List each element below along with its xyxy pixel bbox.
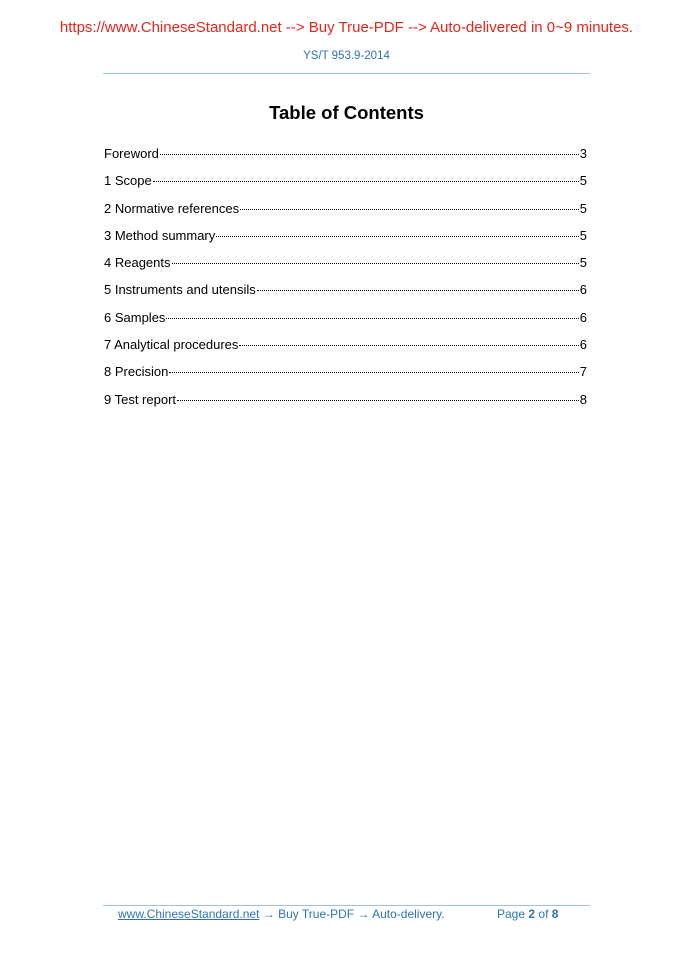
table-of-contents [104, 145, 587, 418]
toc-entry-page: 6 [579, 337, 587, 353]
toc-entry-label: 7 Analytical procedures [104, 337, 239, 353]
page-indicator [497, 907, 558, 921]
footer-site-link[interactable]: www.ChineseStandard.net [118, 907, 260, 921]
header-divider [103, 73, 590, 74]
toc-dot-leader [257, 290, 579, 291]
footer-promo [118, 907, 445, 921]
toc-entry-label: 5 Instruments and utensils [104, 282, 256, 298]
toc-entry-page: 5 [579, 227, 587, 243]
toc-entry-page: 8 [579, 391, 587, 407]
footer-divider [103, 905, 590, 906]
toc-dot-leader [153, 181, 579, 182]
toc-entry-page: 6 [579, 282, 587, 298]
toc-dot-leader [239, 345, 578, 346]
toc-entry-reagents[interactable] [104, 254, 587, 281]
toc-entry-page: 5 [579, 255, 587, 271]
toc-dot-leader [240, 209, 579, 210]
toc-entry-scope[interactable] [104, 172, 587, 199]
promo-banner[interactable]: https://www.ChineseStandard.net --> Buy True-PDF --> Auto-delivered in 0~9 minutes. [59, 19, 634, 36]
toc-entry-page: 5 [579, 173, 587, 189]
toc-entry-test-report[interactable] [104, 391, 587, 418]
toc-dot-leader [172, 263, 579, 264]
toc-entry-foreword[interactable] [104, 145, 587, 172]
toc-entry-analytical-procedures[interactable] [104, 336, 587, 363]
toc-entry-label: 8 Precision [104, 364, 169, 380]
toc-dot-leader [177, 400, 579, 401]
current-page-number: 2 [528, 907, 536, 921]
toc-dot-leader [169, 372, 578, 373]
toc-entry-page: 3 [579, 146, 587, 161]
toc-dot-leader [166, 318, 578, 319]
toc-entry-method-summary[interactable] [104, 227, 587, 254]
toc-entry-normative-references[interactable] [104, 200, 587, 227]
toc-entry-label: 1 Scope [104, 173, 152, 189]
toc-entry-label: 9 Test report [104, 391, 177, 407]
of-word: of [538, 907, 549, 921]
page-title: Table of Contents [269, 102, 424, 123]
toc-entry-label: 4 Reagents [104, 255, 171, 271]
standard-code-header: YS/T 953.9-2014 [303, 50, 390, 62]
toc-entry-label: 6 Samples [104, 309, 166, 325]
footer-tagline: → Buy True-PDF → Auto-delivery. [259, 907, 445, 921]
toc-dot-leader [216, 236, 579, 237]
toc-entry-page: 6 [579, 309, 587, 325]
total-pages-number: 8 [551, 907, 559, 921]
page-word: Page [497, 907, 526, 921]
toc-entry-instruments-and-utensils[interactable] [104, 281, 587, 308]
toc-entry-label: 3 Method summary [104, 227, 216, 243]
toc-entry-label: 2 Normative references [104, 200, 240, 216]
toc-entry-precision[interactable] [104, 363, 587, 390]
toc-entry-page: 5 [579, 200, 587, 216]
toc-dot-leader [160, 154, 579, 155]
toc-entry-label: Foreword [104, 146, 159, 161]
toc-entry-samples[interactable] [104, 309, 587, 336]
toc-entry-page: 7 [579, 364, 587, 380]
